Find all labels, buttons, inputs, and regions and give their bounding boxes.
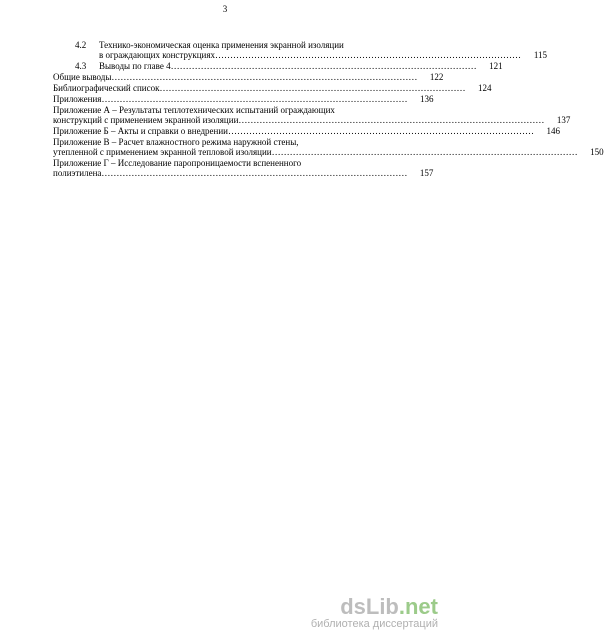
toc-entry-title: Приложение Г – Исследование паропроницаемости вспененного [53,158,302,168]
toc-entry [53,158,434,178]
toc-entry-page: 150 [590,147,604,157]
table-of-contents [53,40,604,179]
watermark-logo-accent: .net [398,594,438,619]
toc-entry-page: 124 [477,83,492,93]
toc-entry-title: Выводы по главе 4 [99,61,171,71]
watermark-caption: библиотека диссертаций [310,618,438,630]
toc-entry-title: в ограждающих конструкциях [99,50,215,60]
toc-entry [53,83,492,93]
toc-entry-title: конструкций с применением экранной изоляции [53,115,239,125]
toc-entry [53,40,547,60]
dot-leader [215,50,521,60]
toc-entry [53,105,571,125]
toc-entry-title: Приложения [53,94,102,104]
watermark-logo [311,596,438,618]
dot-leader [101,168,407,178]
toc-entry-title: Технико-экономическая оценка применения экранной изоляции [99,40,344,50]
toc-entry-page: 115 [533,50,547,60]
page-number: 3 [222,4,228,14]
toc-entry-title: Приложение Б – Акты и справки о внедрении [53,126,228,136]
toc-entry-number: 4.2 [75,40,87,50]
toc-entry-page: 136 [419,94,434,104]
toc-entry-title: Библиографический список [53,83,160,93]
dot-leader [228,126,534,136]
toc-entry [53,72,444,82]
toc-entry-page: 121 [489,61,503,71]
toc-entry-title: полиэтилена [53,168,102,178]
toc-entry [53,126,560,136]
toc-entry-title: Приложение А – Результаты теплотехнических испытаний ограждающих [53,105,335,115]
dot-leader [238,115,544,125]
toc-entry-number: 4.3 [75,61,87,71]
toc-entry [53,94,434,104]
toc-entry-title: утепленной с применением экранной тепловой изоляции [53,147,272,157]
toc-entry [53,61,503,71]
dot-leader [101,94,407,104]
toc-entry-page: 157 [419,168,434,178]
watermark [311,596,438,631]
toc-entry-title: Приложение В – Расчет влажностного режима наружной стены, [53,137,299,147]
toc-entry [53,137,604,157]
dot-leader [272,147,578,157]
dot-leader [111,72,417,82]
dot-leader [171,61,477,71]
toc-entry-page: 122 [429,72,444,82]
dot-leader [159,83,465,93]
watermark-logo-main: dsLib [340,594,399,619]
toc-entry-page: 146 [546,126,560,136]
toc-entry-title: Общие выводы [53,72,112,82]
toc-entry-page: 137 [556,115,571,125]
